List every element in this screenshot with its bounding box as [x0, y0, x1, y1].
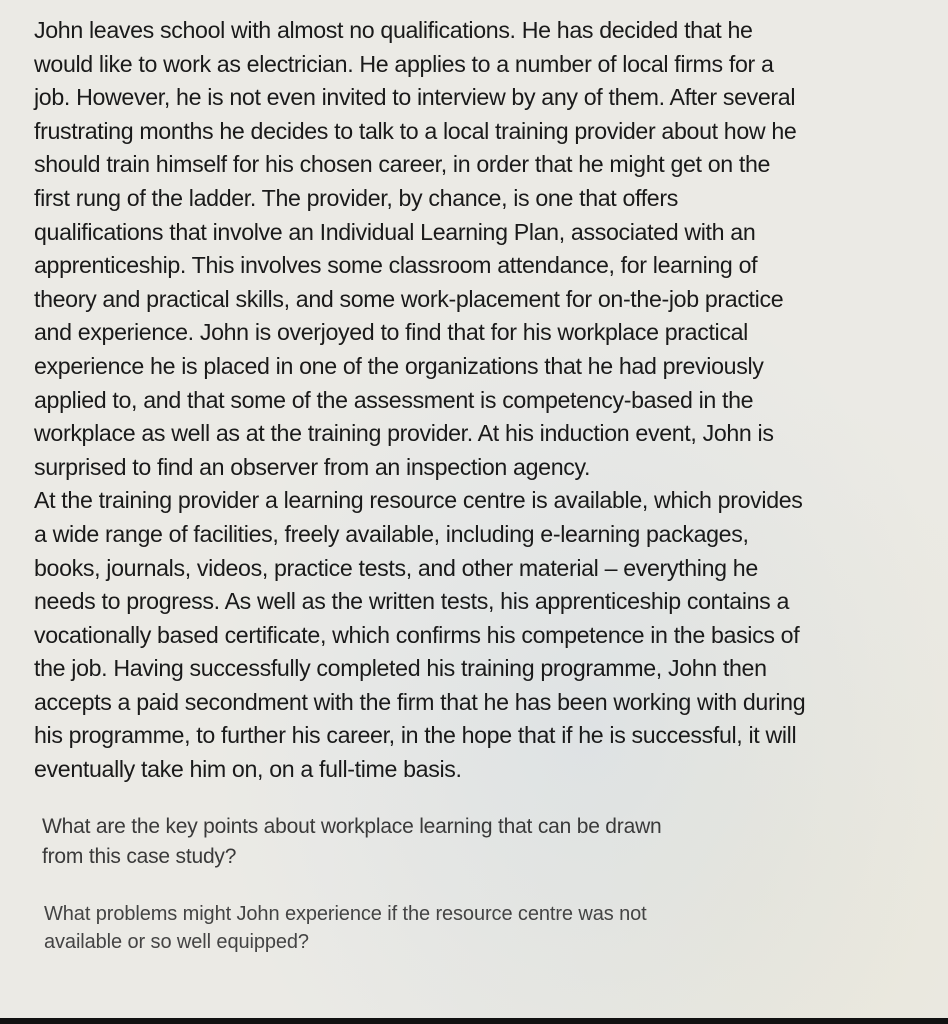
question-2-line: available or so well equipped? [44, 931, 309, 953]
case-study-line: books, journals, videos, practice tests, and other material – everything he [34, 554, 758, 581]
question-1-line: from this case study? [42, 845, 237, 868]
case-study-line: accepts a paid secondment with the firm that he has been working with during [34, 688, 806, 715]
case-study-line: At the training provider a learning resource centre is available, which provides [34, 487, 803, 514]
case-study-line: needs to progress. As well as the written tests, his apprenticeship contains a [34, 588, 790, 615]
case-study-line: a wide range of facilities, freely available, including e-learning packages, [34, 520, 749, 547]
case-study-text [34, 14, 934, 787]
case-study-line: first rung of the ladder. The provider, by chance, is one that offers [34, 184, 678, 211]
case-study-line: and experience. John is overjoyed to find that for his workplace practical [34, 319, 748, 346]
case-study-line: his programme, to further his career, in the hope that if he is successful, it will [34, 722, 797, 749]
case-study-line: qualifications that involve an Individual Learning Plan, associated with an [34, 218, 756, 245]
case-study-line: should train himself for his chosen career, in order that he might get on the [34, 151, 771, 178]
case-study-line: vocationally based certificate, which confirms his competence in the basics of [34, 621, 800, 648]
question-1-line: What are the key points about workplace learning that can be drawn [42, 815, 662, 838]
question-2 [44, 900, 647, 956]
question-2-line: What problems might John experience if the resource centre was not [44, 903, 647, 925]
case-study-line: theory and practical skills, and some work-placement for on-the-job practice [34, 285, 784, 312]
case-study-line: workplace as well as at the training provider. At his induction event, John is [34, 420, 774, 447]
case-study-line: would like to work as electrician. He applies to a number of local firms for a [34, 50, 774, 77]
case-study-line: apprenticeship. This involves some classroom attendance, for learning of [34, 252, 758, 279]
case-study-line: eventually take him on, on a full-time basis. [34, 756, 462, 783]
case-study-line: the job. Having successfully completed his training programme, John then [34, 655, 767, 682]
case-study-line: job. However, he is not even invited to interview by any of them. After several [34, 84, 796, 111]
case-study-line: surprised to find an observer from an inspection agency. [34, 453, 591, 480]
case-study-line: frustrating months he decides to talk to a local training provider about how he [34, 117, 797, 144]
case-study-line: John leaves school with almost no qualifications. He has decided that he [34, 17, 753, 43]
case-study-line: applied to, and that some of the assessment is competency-based in the [34, 386, 754, 413]
case-study-line: experience he is placed in one of the organizations that he had previously [34, 352, 764, 379]
question-1 [42, 812, 662, 872]
bottom-border [0, 1018, 948, 1024]
